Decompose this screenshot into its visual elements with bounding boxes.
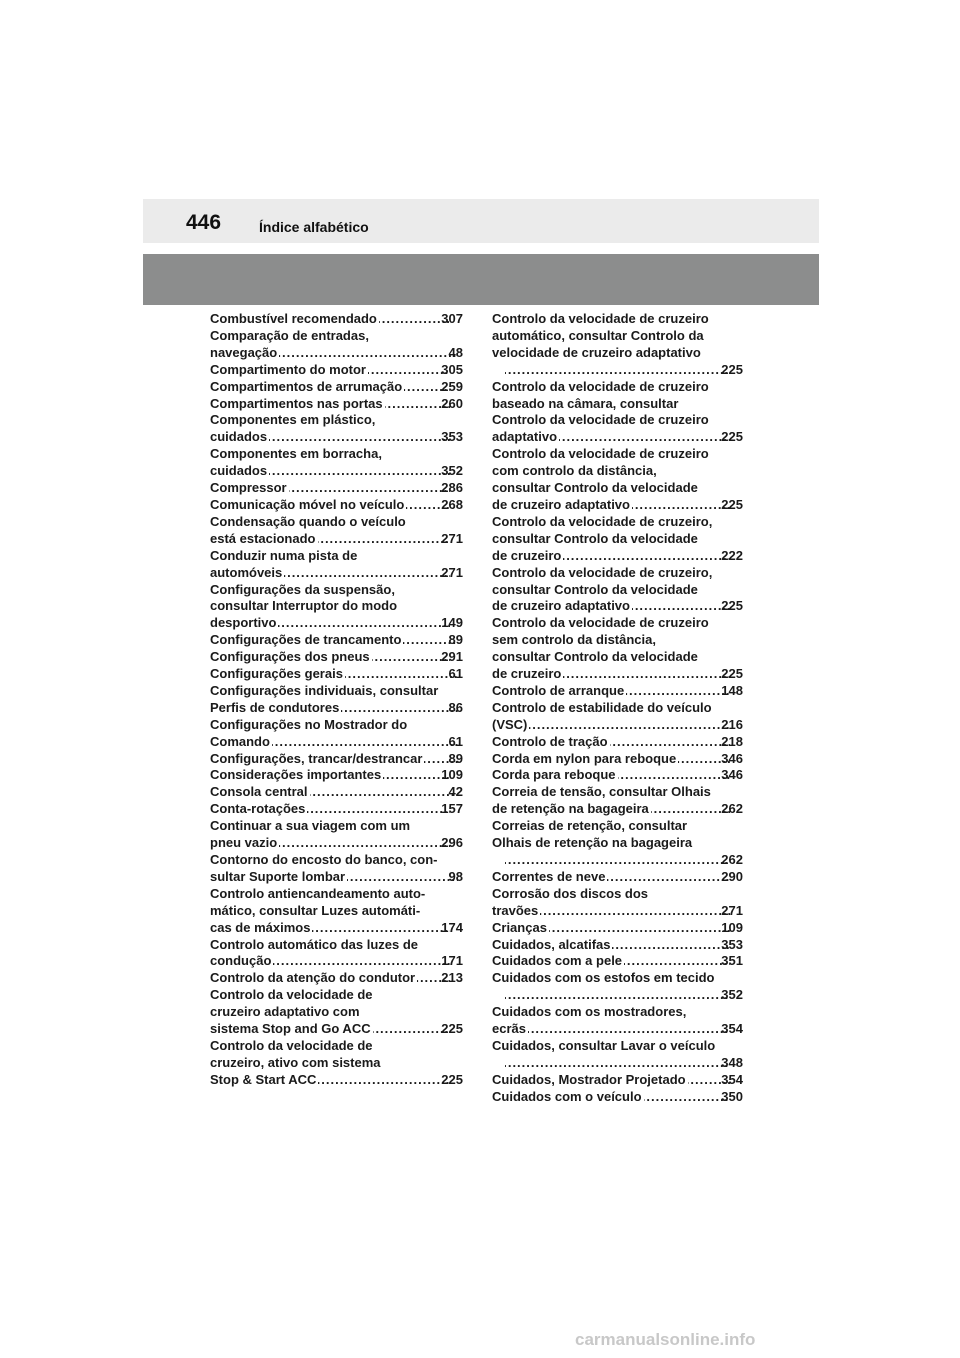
index-entry <box>210 818 463 852</box>
index-entry <box>210 666 463 683</box>
index-entry-text: Controlo da velocidade de <box>210 987 373 1003</box>
dot-leader <box>612 937 730 954</box>
index-entry-text: está estacionado <box>210 530 316 546</box>
index-entry <box>492 1072 743 1089</box>
index-entry-page: 353 <box>721 936 743 952</box>
dot-leader <box>341 700 457 717</box>
index-entry-page: 348 <box>721 1054 743 1070</box>
index-entry-text: consultar Controlo da velocidade <box>492 480 698 496</box>
index-entry-text: condução <box>210 953 272 969</box>
index-column-left <box>210 311 463 1089</box>
index-entry-page: 259 <box>441 378 463 394</box>
index-entry-text: pneu vazio <box>210 835 278 851</box>
dot-leader <box>372 649 451 666</box>
index-entry-page: 216 <box>721 716 743 732</box>
index-entry-text: Cuidados, Mostrador Projetado <box>492 1071 686 1087</box>
index-entry-text: consultar Controlo da velocidade <box>492 581 698 597</box>
index-entry <box>492 920 743 937</box>
watermark: carmanualsonline.info <box>575 1330 756 1349</box>
dot-leader <box>307 801 450 818</box>
index-entry-text: Consola central <box>210 784 308 800</box>
index-entry-text: Corda para reboque <box>492 767 616 783</box>
dot-leader <box>559 429 730 446</box>
dot-leader <box>632 598 730 615</box>
index-entry-page: 213 <box>441 970 463 986</box>
index-entry-text: cas de máximos <box>210 919 311 935</box>
index-entry-text: Corrosão dos discos dos <box>492 885 649 901</box>
index-entry-text: Comparação de entradas, <box>210 327 369 343</box>
index-entry-page: 352 <box>721 987 743 1003</box>
index-entry-page: 290 <box>721 868 743 884</box>
index-entry-text: consultar Controlo da velocidade <box>492 530 698 546</box>
index-entry-text: Corda em nylon para reboque <box>492 750 677 766</box>
index-entry-page: 98 <box>448 868 463 884</box>
index-entry-text: sem controlo da distância, <box>492 632 656 648</box>
index-entry <box>492 970 743 1004</box>
index-entry-page: 225 <box>721 666 743 682</box>
index-entry <box>492 446 743 514</box>
index-entry <box>210 497 463 514</box>
index-entry-page: 286 <box>441 480 463 496</box>
index-entry-page: 271 <box>441 530 463 546</box>
index-entry-text: Controlo antiencandeamento auto- <box>210 885 426 901</box>
index-entry-text: Continuar a sua viagem com um <box>210 818 411 834</box>
index-entry-text: Configurações da suspensão, <box>210 581 395 597</box>
index-entry-text: Olhais de retenção na bagageira <box>492 835 693 851</box>
index-entry-page: 89 <box>448 632 463 648</box>
index-entry <box>492 1089 743 1106</box>
index-entry-text: com controlo da distância, <box>492 463 657 479</box>
dot-leader <box>540 903 730 920</box>
index-entry-text: Componentes em plástico, <box>210 412 376 428</box>
index-entry-text: sistema Stop and Go ACC <box>210 1021 371 1037</box>
index-entry-page: 61 <box>448 733 463 749</box>
dot-leader <box>624 953 730 970</box>
dot-leader <box>505 1055 730 1072</box>
index-entry-text: automático, consultar Controlo da <box>492 327 704 343</box>
index-entry-text: Componentes em borracha, <box>210 446 382 462</box>
index-entry-text: Considerações importantes <box>210 767 382 783</box>
index-entry-page: 225 <box>721 429 743 445</box>
index-entry-page: 268 <box>441 496 463 512</box>
index-entry <box>210 717 463 751</box>
index-entry-text: velocidade de cruzeiro adaptativo <box>492 344 701 360</box>
index-entry-text: Controlo de estabilidade do veículo <box>492 699 712 715</box>
index-entry-text: Controlo da atenção do condutor <box>210 970 416 986</box>
dot-leader <box>279 345 457 362</box>
index-entry <box>210 514 463 548</box>
index-entry-text: Conduzir numa pista de <box>210 547 358 563</box>
index-entry <box>492 818 743 869</box>
index-entry-text: Contorno do encosto do banco, con- <box>210 852 438 867</box>
index-entry <box>492 751 743 768</box>
index-entry-text: Controlo da velocidade de cruzeiro, <box>492 564 713 580</box>
index-entry-page: 225 <box>441 1021 463 1037</box>
dot-leader <box>607 869 730 886</box>
index-entry-page: 148 <box>721 682 743 698</box>
index-entry-text: Controlo de tração <box>492 733 608 749</box>
dot-leader <box>379 311 450 328</box>
index-entry <box>492 953 743 970</box>
index-entry <box>210 311 463 328</box>
index-entry <box>492 1038 743 1072</box>
index-entry-text: Controlo de arranque <box>492 682 625 698</box>
dot-leader <box>528 1021 730 1038</box>
index-entry-text: desportivo <box>210 615 277 631</box>
index-entry <box>210 396 463 413</box>
index-entry-text: Cuidados com o veículo <box>492 1088 642 1104</box>
index-entry <box>210 446 463 480</box>
index-entry <box>492 615 743 683</box>
index-entry <box>210 649 463 666</box>
index-entry-page: 260 <box>441 395 463 411</box>
dot-leader <box>626 683 730 700</box>
index-entry-text: de retenção na bagageira <box>492 801 649 817</box>
dot-leader <box>272 734 458 751</box>
index-entry <box>210 548 463 582</box>
index-entry-text: Configurações gerais <box>210 666 343 682</box>
index-entry-text: cruzeiro adaptativo com <box>210 1004 360 1020</box>
index-entry-text: mático, consultar Luzes automáti- <box>210 902 421 918</box>
index-entry <box>210 852 463 886</box>
index-entry-text: Controlo automático das luzes de <box>210 936 419 952</box>
index-entry <box>210 886 463 937</box>
index-entry-text: Controlo da velocidade de cruzeiro <box>492 446 709 462</box>
index-entry-text: sultar Suporte lombar <box>210 868 346 884</box>
dot-leader <box>318 531 451 548</box>
dot-leader <box>345 666 458 683</box>
dot-leader <box>549 920 730 937</box>
index-entry-text: Compressor <box>210 480 287 496</box>
section-title: Índice alfabético <box>259 219 369 235</box>
index-entry-page: 271 <box>721 902 743 918</box>
index-entry-page: 271 <box>441 564 463 580</box>
index-entry-text: Condensação quando o veículo <box>210 513 406 529</box>
dot-leader <box>505 362 730 379</box>
dot-leader <box>610 734 731 751</box>
index-entry <box>210 379 463 396</box>
index-entry-page: 157 <box>441 801 463 817</box>
index-entry-text: Controlo da velocidade de cruzeiro <box>492 311 709 326</box>
index-entry-text: Compartimentos de arrumação <box>210 378 403 394</box>
index-entry-page: 42 <box>448 784 463 800</box>
index-entry-page: 149 <box>441 615 463 631</box>
index-entry-text: Cuidados com os mostradores, <box>492 1004 687 1020</box>
dot-leader <box>312 920 450 937</box>
index-entry-page: 48 <box>448 344 463 360</box>
index-entry <box>492 886 743 920</box>
index-entry-text: travões <box>492 902 539 918</box>
index-entry-page: 174 <box>441 919 463 935</box>
index-entry-text: de cruzeiro adaptativo <box>492 496 630 512</box>
index-entry-text: Combustível recomendado <box>210 311 377 326</box>
index-entry-page: 305 <box>441 361 463 377</box>
index-entry-text: Compartimento do motor <box>210 361 366 377</box>
index-entry-page: 86 <box>448 699 463 715</box>
index-entry <box>492 937 743 954</box>
index-entry-page: 262 <box>721 801 743 817</box>
index-entry <box>210 632 463 649</box>
dot-leader <box>289 480 451 497</box>
index-entry-page: 171 <box>441 953 463 969</box>
index-entry <box>492 565 743 616</box>
header-band <box>143 254 819 305</box>
index-entry-text: cruzeiro, ativo com sistema <box>210 1054 381 1070</box>
index-entry-text: Cuidados com a pele <box>492 953 623 969</box>
index-entry-page: 225 <box>721 496 743 512</box>
index-entry-text: Crianças <box>492 919 547 935</box>
index-entry-text: Controlo da velocidade de cruzeiro <box>492 615 709 631</box>
dot-leader <box>529 717 730 734</box>
index-entry-page: 61 <box>448 666 463 682</box>
index-entry-text: Configurações de trancamento <box>210 632 402 648</box>
dot-leader <box>279 835 450 852</box>
dot-leader <box>284 565 450 582</box>
index-entry-text: Conta-rotações <box>210 801 306 817</box>
index-entry <box>210 784 463 801</box>
dot-leader <box>651 801 731 818</box>
index-entry <box>210 937 463 971</box>
index-entry-text: de cruzeiro <box>492 547 562 563</box>
index-entry-page: 262 <box>721 852 743 867</box>
index-entry-page: 351 <box>721 953 743 969</box>
dot-leader <box>278 615 450 632</box>
dot-leader <box>318 1072 450 1089</box>
index-entry <box>492 311 743 379</box>
index-entry-text: Controlo da velocidade de <box>210 1037 373 1053</box>
dot-leader <box>563 548 730 565</box>
index-entry-text: Controlo da velocidade de cruzeiro <box>492 378 709 394</box>
index-entry <box>210 751 463 768</box>
index-entry-text: Configurações, trancar/destrancar <box>210 750 423 766</box>
index-entry <box>492 734 743 751</box>
dot-leader <box>368 362 450 379</box>
index-entry-text: consultar Interruptor do modo <box>210 598 398 614</box>
index-entry-text: cuidados <box>210 429 268 445</box>
index-entry <box>210 412 463 446</box>
dot-leader <box>644 1089 731 1106</box>
index-entry-page: 225 <box>441 1071 463 1087</box>
index-entry-text: cuidados <box>210 463 268 479</box>
index-entry-page: 291 <box>441 649 463 665</box>
dot-leader <box>269 429 450 446</box>
dot-leader <box>273 953 450 970</box>
index-column-right <box>492 311 743 1106</box>
dot-leader <box>618 767 731 784</box>
index-entry-text: Stop & Start ACC <box>210 1071 317 1087</box>
dot-leader <box>310 784 458 801</box>
index-entry-text: Cuidados com os estofos em tecido <box>492 970 715 986</box>
index-entry <box>210 970 463 987</box>
index-entry-text: Configurações individuais, consultar <box>210 682 439 698</box>
index-entry-page: 89 <box>448 750 463 766</box>
index-entry-text: Compartimentos nas portas <box>210 395 383 411</box>
index-entry-page: 218 <box>721 733 743 749</box>
index-entry <box>492 683 743 700</box>
index-entry <box>210 328 463 362</box>
index-entry-text: de cruzeiro <box>492 666 562 682</box>
index-entry-page: 346 <box>721 750 743 766</box>
index-entry <box>210 987 463 1038</box>
index-entry-text: navegação <box>210 344 278 360</box>
index-entry-text: Perfis de condutores <box>210 699 340 715</box>
index-entry-text: Correias de retenção, consultar <box>492 818 688 834</box>
index-entry-text: Controlo da velocidade de cruzeiro, <box>492 513 713 529</box>
index-entry-text: Comunicação móvel no veículo <box>210 496 405 512</box>
index-entry <box>210 1038 463 1089</box>
index-entry-page: 307 <box>441 311 463 326</box>
index-entry-text: Comando <box>210 733 270 749</box>
index-entry <box>210 767 463 784</box>
index-entry-text: (VSC) <box>492 716 528 732</box>
index-entry-page: 109 <box>441 767 463 783</box>
index-entry-text: Cuidados, consultar Lavar o veículo <box>492 1037 716 1053</box>
index-entry-text: Configurações dos pneus <box>210 649 370 665</box>
index-entry-page: 225 <box>721 361 743 377</box>
dot-leader <box>269 463 450 480</box>
index-entry-page: 352 <box>441 463 463 479</box>
index-entry-text: adaptativo <box>492 429 558 445</box>
index-entry <box>492 1004 743 1038</box>
index-entry <box>210 582 463 633</box>
index-entry-page: 354 <box>721 1021 743 1037</box>
header-bar <box>143 199 819 243</box>
index-entry-text: Controlo da velocidade de cruzeiro <box>492 412 709 428</box>
index-entry <box>492 514 743 565</box>
index-entry <box>492 379 743 447</box>
index-entry <box>210 801 463 818</box>
index-entry-page: 296 <box>441 835 463 851</box>
index-entry-text: Correntes de neve <box>492 868 606 884</box>
dot-leader <box>383 767 450 784</box>
index-entry-text: consultar Controlo da velocidade <box>492 649 698 665</box>
index-entry-text: de cruzeiro adaptativo <box>492 598 630 614</box>
index-entry-text: automóveis <box>210 564 283 580</box>
dot-leader <box>373 1021 451 1038</box>
index-entry-page: 222 <box>721 547 743 563</box>
index-entry-page: 225 <box>721 598 743 614</box>
index-entry-text: baseado na câmara, consultar <box>492 395 679 411</box>
index-entry <box>492 767 743 784</box>
index-entry-page: 109 <box>721 919 743 935</box>
index-entry-page: 353 <box>441 429 463 445</box>
dot-leader <box>505 852 730 869</box>
dot-leader <box>563 666 730 683</box>
index-entry <box>492 869 743 886</box>
index-entry-page: 354 <box>721 1071 743 1087</box>
dot-leader <box>505 987 730 1004</box>
index-entry-page: 346 <box>721 767 743 783</box>
index-entry-text: Correia de tensão, consultar Olhais <box>492 784 711 800</box>
index-entry-text: Configurações no Mostrador do <box>210 716 408 732</box>
index-entry-text: ecrãs <box>492 1021 526 1037</box>
index-entry <box>492 700 743 734</box>
index-entry <box>210 362 463 379</box>
dot-leader <box>347 869 457 886</box>
index-entry-text: Cuidados, alcatifas <box>492 936 611 952</box>
index-entry <box>210 683 463 717</box>
page-number: 446 <box>186 211 222 234</box>
index-entry-page: 350 <box>721 1088 743 1104</box>
index-entry <box>210 480 463 497</box>
dot-leader <box>632 497 730 514</box>
index-entry <box>492 784 743 818</box>
